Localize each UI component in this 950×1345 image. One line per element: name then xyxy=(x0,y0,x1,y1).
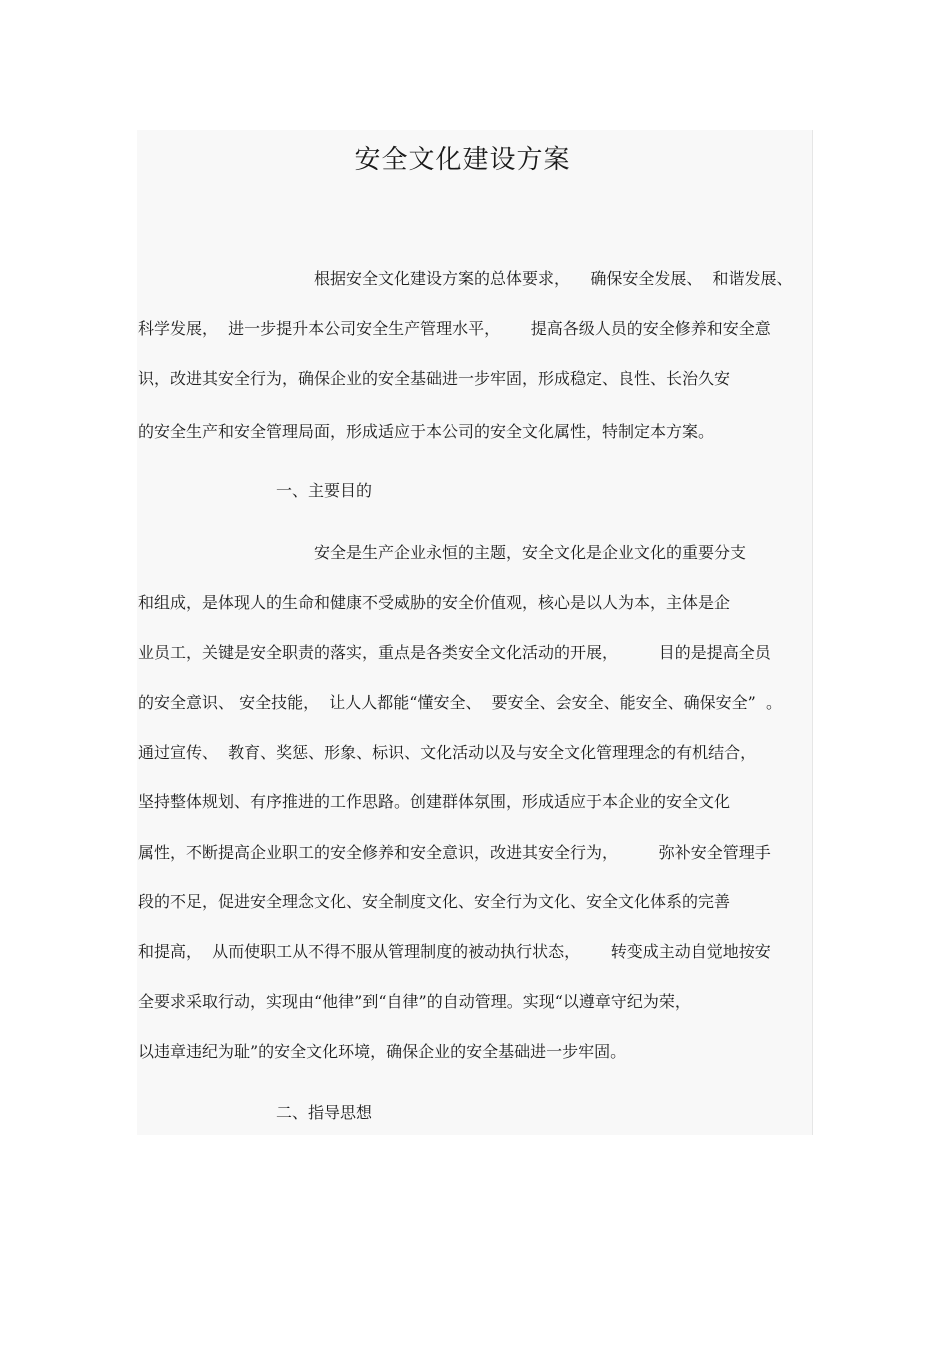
intro-line-4: 的安全生产和安全管理局面，形成适应于本公司的安全文化属性，特制定本方案。 xyxy=(138,422,715,441)
purpose-line-3: 业员工，关键是安全职责的落实，重点是各类安全文化活动的开展， 目的是提高全员 xyxy=(138,643,771,662)
purpose-line-4: 的安全意识、 安全技能， 让人人都能“懂安全、 要安全、会安全、能安全、确保安全” 。 xyxy=(138,693,782,712)
purpose-line-7: 属性，不断提高企业职工的安全修养和安全意识，改进其安全行为， 弥补安全管理手 xyxy=(138,843,771,862)
purpose-line-8: 段的不足，促进安全理念文化、安全制度文化、安全行为文化、安全文化体系的完善 xyxy=(138,892,731,911)
purpose-line-6: 坚持整体规划、有序推进的工作思路。创建群体氛围，形成适应于本企业的安全文化 xyxy=(138,792,731,811)
section-heading-1: 一、主要目的 xyxy=(276,481,373,500)
purpose-line-11: 以违章违纪为耻”的安全文化环境，确保企业的安全基础进一步牢固。 xyxy=(138,1042,627,1061)
intro-line-2: 科学发展， 进一步提升本公司安全生产管理水平， 提高各级人员的安全修养和安全意 xyxy=(138,319,771,338)
purpose-line-1: 安全是生产企业永恒的主题，安全文化是企业文化的重要分支 xyxy=(314,543,747,562)
intro-line-1: 根据安全文化建设方案的总体要求， 确保安全发展、 和谐发展、 xyxy=(314,269,793,288)
purpose-line-2: 和组成，是体现人的生命和健康不受威胁的安全价值观，核心是以人为本，主体是企 xyxy=(138,593,731,612)
intro-line-3: 识，改进其安全行为，确保企业的安全基础进一步牢固，形成稳定、良性、长治久安 xyxy=(138,369,731,388)
document-title: 安全文化建设方案 xyxy=(354,145,571,175)
purpose-line-5: 通过宣传、 教育、奖惩、形象、标识、文化活动以及与安全文化管理理念的有机结合， xyxy=(138,743,757,762)
section-heading-2: 二、指导思想 xyxy=(276,1103,373,1122)
purpose-line-9: 和提高， 从而使职工从不得不服从管理制度的被动执行状态， 转变成主动自觉地按安 xyxy=(138,942,771,961)
purpose-line-10: 全要求采取行动，实现由“他律”到“自律”的自动管理。实现“以遵章守纪为荣， xyxy=(138,992,691,1011)
